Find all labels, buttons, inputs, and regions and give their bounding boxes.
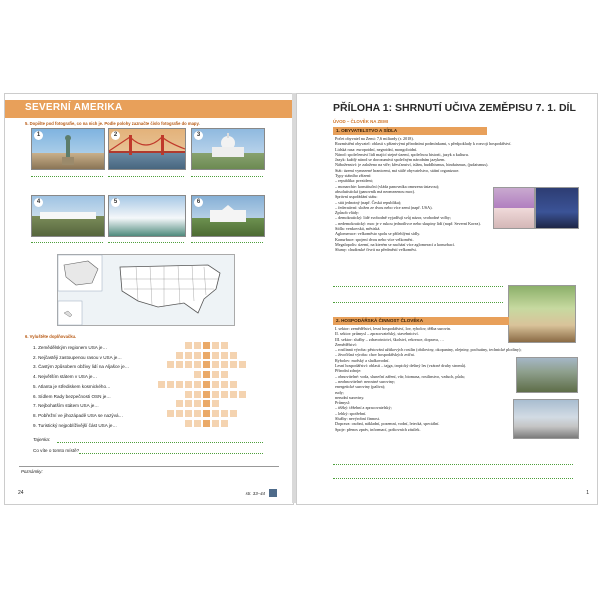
text-line: Jazyk: každý národ se dorozumívá společným národním jazykem. bbox=[335, 157, 446, 163]
crossword-cell[interactable] bbox=[229, 390, 238, 399]
crossword-cell[interactable] bbox=[184, 380, 193, 389]
crossword-cell[interactable] bbox=[211, 419, 220, 428]
text-line: – živočišná výroba: chov hospodářských zvířat. bbox=[335, 352, 415, 358]
text-line: Správní uspořádání státu: bbox=[335, 194, 378, 200]
text-line: Stát: území vymezené hranicemi, má stálé obyvatelstvo, státní organizace. bbox=[335, 167, 460, 173]
crossword-cell[interactable] bbox=[193, 380, 202, 389]
text-line: absolutistická (panovník má neomezenou moc). bbox=[335, 188, 416, 194]
clue: 2. Nejčastěji zastoupenou rasou v USA je… bbox=[33, 354, 122, 360]
dotted-line bbox=[333, 302, 503, 303]
appendix-title: PŘÍLOHA 1: SHRNUTÍ UČIVA ZEMĚPISU 7. 1. DÍL bbox=[333, 102, 576, 114]
text-line: Typy státního zřízení: bbox=[335, 173, 372, 179]
text-line: – republika: prezident; bbox=[335, 178, 373, 184]
photo-hollywood-sign bbox=[31, 195, 105, 237]
photo-president bbox=[535, 187, 579, 229]
clue: 3. Častým způsobem obživy lidí na Aljašce je… bbox=[33, 364, 130, 370]
crossword-cell[interactable] bbox=[211, 341, 220, 350]
dotted-line bbox=[333, 286, 503, 287]
answer-line bbox=[31, 176, 103, 177]
text-line: Zemědělství: bbox=[335, 341, 357, 347]
photo-capitol bbox=[191, 128, 265, 170]
crossword-cell[interactable] bbox=[175, 399, 184, 408]
crossword-cell[interactable] bbox=[184, 390, 193, 399]
left-header-title: SEVERNÍ AMERIKA bbox=[25, 102, 123, 113]
text-line: Národ: společenství lidí mající stejné území, společnou historii, jazyk a kulturu. bbox=[335, 151, 469, 157]
clue: 5. Atlanta je střediskem kosmického… bbox=[33, 383, 111, 389]
crossword-cell[interactable] bbox=[211, 390, 220, 399]
crossword-cell[interactable] bbox=[202, 360, 211, 369]
crossword-cell[interactable] bbox=[220, 370, 229, 379]
crossword-cell[interactable] bbox=[193, 360, 202, 369]
photo-forest bbox=[516, 357, 578, 393]
section-economy-header: 2. HOSPODÁŘSKÁ ČINNOST ČLOVĚKA bbox=[333, 317, 509, 325]
text-line: – rostlinná výroba: pěstování užitkových rostlin (obiloviny, okopaniny, olejniny, pochutiny, technické plodiny); bbox=[335, 347, 522, 353]
crossword-cell[interactable] bbox=[166, 360, 175, 369]
crossword-cell[interactable] bbox=[184, 351, 193, 360]
photo-queen bbox=[493, 187, 535, 229]
answer-line[interactable] bbox=[79, 453, 263, 454]
text-line: Přírodní zdroje: bbox=[335, 368, 362, 374]
text-line: Způsob vlády: bbox=[335, 210, 360, 216]
text-line: Rybolov: mořský a sladkovodní. bbox=[335, 357, 390, 363]
photo-number: 6 bbox=[194, 198, 203, 207]
clue: 1. Zemědělským regionem USA je… bbox=[33, 345, 108, 350]
text-line: Lidská rasa: europoidní, negroidní, mongoloidní. bbox=[335, 146, 418, 152]
clue: 4. Největším státem v USA je… bbox=[33, 374, 98, 380]
photo-number: 4 bbox=[34, 198, 43, 207]
left-page-header bbox=[5, 100, 293, 118]
crossword-cell[interactable] bbox=[211, 399, 220, 408]
task-6-instruction: 6. Vyluštěte doplňovačku. bbox=[25, 334, 77, 339]
text-line: Náboženství: je založeno na víře; křesťanství, islám, buddhismus, hinduismus, (judaismus). bbox=[335, 162, 489, 168]
text-line: Sídla: venkovská, městská. bbox=[335, 226, 381, 232]
book-gutter bbox=[292, 93, 296, 503]
text-line: Průmysl: bbox=[335, 400, 351, 406]
answer-line bbox=[108, 242, 184, 243]
dotted-line bbox=[333, 464, 573, 465]
clue: 9. Turistický nejpoblíživější část USA je… bbox=[33, 422, 117, 428]
capitol-icon bbox=[192, 129, 264, 169]
crossword-cell[interactable] bbox=[229, 409, 238, 418]
crossword-cell[interactable] bbox=[202, 399, 211, 408]
crossword-cell[interactable] bbox=[202, 419, 211, 428]
crossword-cell[interactable] bbox=[211, 409, 220, 418]
appendix-subtitle: ÚVOD – ČLOVĚK NA ZEMI bbox=[333, 119, 388, 124]
text-line: Počet obyvatel na Zemi: 7,6 miliardy (r. 2018). bbox=[335, 136, 414, 141]
photo-golden-gate bbox=[108, 128, 186, 170]
tajenka-question: Co víte o tomto místě? bbox=[33, 448, 80, 453]
text-line: – nedemokratický: moc je v rukou jednotlivce nebo skupiny lidí (např. Severní Korea). bbox=[335, 220, 481, 226]
text-line: – demokratický: lidé svobodně vyjadřují svůj názor, svobodné volby; bbox=[335, 215, 452, 221]
crossword-cell[interactable] bbox=[211, 380, 220, 389]
answer-line bbox=[31, 242, 103, 243]
text-line: – těžký: těžební a zpracovatelský; bbox=[335, 405, 392, 411]
crossword-cell[interactable] bbox=[193, 409, 202, 418]
text-line: – obnovitelné: voda, sluneční záření, vítr, biomasa, rostlinstvo, vzduch, půda; bbox=[335, 373, 465, 379]
crossword-cell[interactable] bbox=[211, 370, 220, 379]
bridge-icon bbox=[109, 129, 185, 169]
crossword-cell[interactable] bbox=[193, 351, 202, 360]
photo-number: 5 bbox=[111, 198, 120, 207]
text-line: Služby: nevýrobní činnost. bbox=[335, 416, 381, 422]
photo-number: 2 bbox=[111, 131, 120, 140]
photo-statue-of-liberty bbox=[31, 128, 105, 170]
crossword-cell[interactable] bbox=[175, 409, 184, 418]
crossword-cell[interactable] bbox=[220, 360, 229, 369]
text-line: – monarchie: konstituční (vláda panovníka omezena ústavou); bbox=[335, 183, 440, 189]
text-line: Megalopolis: území, na kterém se nachází více aglomerací a konurbací. bbox=[335, 241, 455, 247]
text-line: Konurbace: spojení dvou nebo více velkoměst. bbox=[335, 236, 414, 242]
section-population-header: 1. OBYVATELSTVO A SÍDLA bbox=[333, 127, 487, 135]
photo-factory bbox=[513, 399, 579, 439]
right-page bbox=[296, 93, 598, 505]
book-spread bbox=[0, 93, 600, 503]
text-line: – federativní: složen ze dvou nebo více zemí (např. USA). bbox=[335, 204, 433, 210]
crossword-cell[interactable] bbox=[166, 409, 175, 418]
photo-number: 3 bbox=[194, 131, 203, 140]
answer-line bbox=[191, 176, 263, 177]
crossword-cell[interactable] bbox=[220, 341, 229, 350]
photo-number: 1 bbox=[34, 131, 43, 140]
crossword-cell[interactable] bbox=[193, 370, 202, 379]
crossword-cell[interactable] bbox=[193, 341, 202, 350]
hollywood-sign-icon bbox=[32, 196, 104, 236]
clue: 7. Nejbohatším státem USA je… bbox=[33, 403, 99, 409]
crossword-cell[interactable] bbox=[202, 380, 211, 389]
white-house-icon bbox=[192, 196, 264, 236]
page-number-left: 24 bbox=[18, 490, 24, 496]
text-line: energetické suroviny (paliva); bbox=[335, 384, 386, 390]
dotted-line bbox=[333, 478, 573, 479]
crossword-cell[interactable] bbox=[175, 360, 184, 369]
crossword-cell[interactable] bbox=[184, 360, 193, 369]
clue: 6. Sídlem Rady bezpečnosti OSN je… bbox=[33, 393, 111, 399]
text-line: – stát jednotný (např. Česká republika); bbox=[335, 199, 402, 205]
crossword-cell[interactable] bbox=[220, 380, 229, 389]
crossword-cell[interactable] bbox=[184, 399, 193, 408]
crossword-cell[interactable] bbox=[202, 409, 211, 418]
crossword-cell[interactable] bbox=[238, 360, 247, 369]
usa-outline-icon bbox=[58, 255, 234, 325]
crossword-cell[interactable] bbox=[220, 409, 229, 418]
statue-icon bbox=[32, 129, 104, 169]
text-line: III. sektor: služby – zdravotnictví, školství, rekreace, doprava, … bbox=[335, 336, 445, 342]
crossword-cell[interactable] bbox=[184, 419, 193, 428]
photo-white-house bbox=[191, 195, 265, 237]
crossword-cell[interactable] bbox=[166, 380, 175, 389]
left-page bbox=[4, 93, 294, 505]
crossword-cell[interactable] bbox=[175, 351, 184, 360]
book-icon bbox=[269, 489, 277, 497]
page-number-right: 1 bbox=[586, 490, 589, 496]
section-economy-text bbox=[335, 326, 522, 432]
text-line: Aglomerace: velkoměsto spolu se přilehlými sídly. bbox=[335, 231, 421, 237]
photo-classroom bbox=[508, 285, 576, 343]
footer-reference: str. 33–44 bbox=[245, 491, 265, 496]
crossword-cell[interactable] bbox=[202, 370, 211, 379]
crossword-cell[interactable] bbox=[202, 351, 211, 360]
answer-line bbox=[191, 242, 263, 243]
section-population-text bbox=[335, 136, 512, 253]
crossword-cell[interactable] bbox=[238, 390, 247, 399]
crossword-cell[interactable] bbox=[220, 351, 229, 360]
crossword-cell[interactable] bbox=[229, 351, 238, 360]
crossword-cell[interactable] bbox=[229, 380, 238, 389]
crossword-cell[interactable] bbox=[157, 380, 166, 389]
photo-niagara-falls bbox=[108, 195, 186, 237]
text-line: Slumy: chudinské čtvrti na předměstí velkoměst. bbox=[335, 247, 417, 253]
notes-box[interactable] bbox=[19, 466, 279, 487]
text-line: II. sektor: průmysl – zpracovatelský, stavebnictví. bbox=[335, 331, 419, 337]
crossword-cell[interactable] bbox=[202, 390, 211, 399]
crossword-cell[interactable] bbox=[184, 341, 193, 350]
crossword-cell[interactable] bbox=[202, 341, 211, 350]
text-line: rudy; bbox=[335, 389, 344, 395]
text-line: Spoje: přenos zpráv, informací, poštovních zásilek. bbox=[335, 426, 421, 432]
text-line: Rozmístění obyvatel: oblasti s příznivými přírodními podmínkami, s předpoklady k rozvoji hospodářství. bbox=[335, 141, 512, 147]
notes-label: Poznámky: bbox=[21, 469, 43, 474]
text-line: nerudní suroviny. bbox=[335, 394, 365, 400]
answer-line bbox=[108, 176, 184, 177]
text-line: Doprava: osobní, nákladní, pozemní, vodní, letecká, speciální. bbox=[335, 421, 440, 427]
clue: 8. Pobřežní ve jihozápadě USA se nazývá… bbox=[33, 412, 124, 418]
crossword-cell[interactable] bbox=[193, 419, 202, 428]
text-line: Lesní hospodářství: oblasti – tajga, tropický deštný les (vzácné druhy stromů). bbox=[335, 363, 467, 369]
crossword-cell[interactable] bbox=[175, 380, 184, 389]
crossword-cell[interactable] bbox=[193, 399, 202, 408]
crossword-cell[interactable] bbox=[229, 360, 238, 369]
crossword-cell[interactable] bbox=[184, 409, 193, 418]
tajenka-line[interactable] bbox=[57, 442, 263, 443]
crossword-cell[interactable] bbox=[220, 419, 229, 428]
crossword-cell[interactable] bbox=[211, 351, 220, 360]
crossword-cell[interactable] bbox=[193, 390, 202, 399]
text-line: I. sektor: zemědělství, lesní hospodářství, lov, rybolov, těžba surovin. bbox=[335, 326, 451, 331]
crossword-clues bbox=[33, 343, 129, 430]
task-5-instruction: 5. Dopište pod fotografie, co na nich je. Podle polohy zaznačte číslo fotografie do mapy. bbox=[25, 121, 200, 126]
tajenka-label: Tajenka: bbox=[33, 437, 51, 442]
usa-map[interactable] bbox=[57, 254, 235, 326]
text-line: – lehký: spotřební. bbox=[335, 410, 367, 416]
text-line: – neobnovitelné: nerostné suroviny; bbox=[335, 378, 396, 384]
crossword-cell[interactable] bbox=[211, 360, 220, 369]
crossword-cell[interactable] bbox=[220, 390, 229, 399]
